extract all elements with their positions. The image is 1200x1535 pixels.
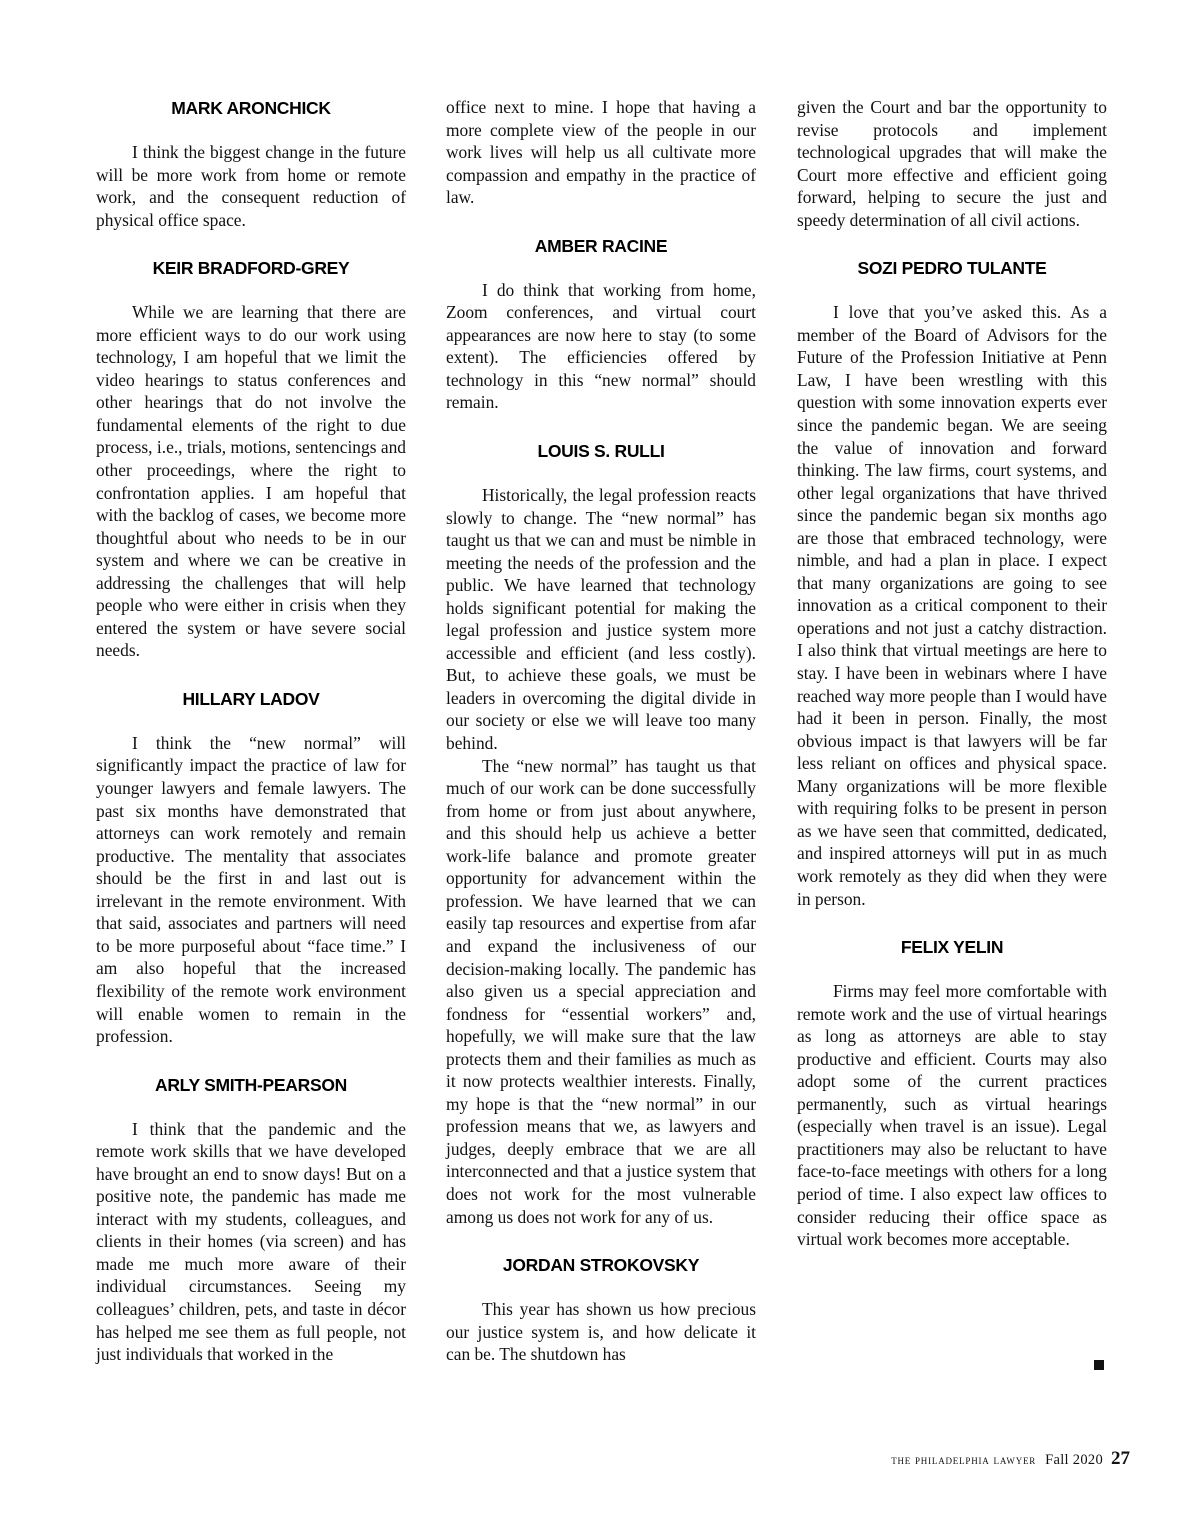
contributor-name: HILLARY LADOV bbox=[182, 688, 320, 709]
continued-answer: office next to mine. I hope that having a more complete view of the people in our work lives will help us all cultivate more compassion and empathy in the practice of law. bbox=[446, 97, 756, 208]
contributor-answer: The “new normal” has taught us that much of our work can be done successfully from home or from just about anywhere, and this should help us achieve a better work-life balance and promote greater opportunity for advancement within the profession. We have learned that we can easily tap resources and expertise from afar and expand the inclusiveness of our decision-making locally. The pandemic has also given us a special appreciation and fondness for “essential workers” and, hopefully, we will make sure that the law protects them and their families as much as it now protects wealthier interests. Finally, my hope is that the “new normal” in our profession means that we, as lawyers and judges, deeply embrace that we are all interconnected and that a justice system that does not work for the most vulnerable among us does not work for any of us. bbox=[446, 755, 756, 1227]
contributor-name: MARK ARONCHICK bbox=[171, 98, 331, 118]
contributor-name: KEIR BRADFORD-GREY bbox=[152, 258, 350, 279]
contributor-name: JORDAN STROKOVSKY bbox=[502, 1255, 700, 1276]
contributor-answer: Historically, the legal profession reacts slowly to change. The “new normal” has taught us that we can and must be nimble in meeting the needs of the profession and the public. We have learned that technology holds significant potential for making the legal profession and justice system more accessible and efficient (and less costly). But, to achieve these goals, we must be leaders in overcoming the digital divide in our society or else we will leave too many behind. bbox=[446, 485, 756, 754]
contributor-answer: This year has shown us how precious our justice system is, and how delicate it can be. The shutdown has bbox=[446, 1299, 756, 1365]
article-column-3 bbox=[797, 96, 1107, 1251]
contributor-name: AMBER RACINE bbox=[534, 235, 668, 256]
issue-date: Fall 2020 bbox=[1045, 1452, 1103, 1468]
contributor-answer: I think the biggest change in the future will be more work from home or remote work, and the consequent reduction of physical office space. bbox=[96, 142, 406, 230]
page-number: 27 bbox=[1111, 1448, 1130, 1469]
contributor-answer: I think the “new normal” will significantly impact the practice of law for younger lawyers and female lawyers. The past six months have demonstrated that attorneys can work remotely and remain productive. The mentality that associates should be the first in and last out is irrelevant in the remote environment. With that said, associates and partners will need to be more purposeful about “face time.” I am also hopeful that the increased flexibility of the remote work environment will enable women to remain in the profession. bbox=[96, 732, 406, 1047]
contributor-answer: Firms may feel more comfortable with remote work and the use of virtual hearings as long as attorneys are able to stay productive and efficient. Courts may also adopt some of the current practices permanently, such as virtual hearings (especially when travel is an issue). Legal practitioners may also be reluctant to have face-to-face meetings with others for a long period of time. I also expect law offices to consider reducing their office space as virtual work becomes more acceptable. bbox=[797, 981, 1107, 1250]
article-column-1 bbox=[96, 96, 406, 1366]
contributor-name: SOZI PEDRO TULANTE bbox=[857, 258, 1047, 279]
contributor-answer: I think that the pandemic and the remote work skills that we have developed have brought an end to snow days! But on a positive note, the pandemic has made me interact with my students, colleagues, and clients in their homes (via screen) and has made me much more aware of their individual circumstances. Seeing my colleagues’ children, pets, and taste in décor has helped me see them as full people, not just individuals that worked in the bbox=[96, 1118, 406, 1365]
continued-answer: given the Court and bar the opportunity to revise protocols and implement technological upgrades that will make the Court more effective and efficient going forward, helping to secure the just and speedy determination of all civil actions. bbox=[797, 97, 1107, 230]
contributor-name: ARLY SMITH-PEARSON bbox=[155, 1074, 347, 1095]
contributor-answer: I do think that working from home, Zoom conferences, and virtual court appearances are now here to stay (to some extent). The efficiencies offered by technology in this “new normal” should remain. bbox=[446, 279, 756, 413]
page-footer bbox=[891, 1448, 1130, 1470]
contributor-answer: I love that you’ve asked this. As a member of the Board of Advisors for the Future of the Profession Initiative at Penn Law, I have been wrestling with this question with some innovation experts ever since the pandemic began. We are seeing the value of innovation and forward thinking. The law firms, court systems, and other legal organizations that have thrived since the pandemic began six months ago are those that embraced technology, were nimble, and had a plan in place. I expect that many organizations are going to see innovation as a critical component to their operations and not just a catchy distraction. I also think that virtual meetings are here to stay. I have been in webinars where I have reached way more people than I would have had it been in person. Finally, the most obvious impact is that lawyers will be far less reliant on offices and physical space. Many organizations will be more flexible with requiring folks to be present in person as we have seen that committed, dedicated, and inspired attorneys will put in as much work remotely as they did when they were in person. bbox=[797, 302, 1107, 909]
end-of-article-mark bbox=[1094, 1360, 1104, 1370]
article-column-2 bbox=[446, 96, 756, 1366]
publication-name: the philadelphia lawyer bbox=[891, 1453, 1037, 1467]
contributor-name: FELIX YELIN bbox=[900, 937, 1004, 958]
contributor-name: LOUIS S. RULLI bbox=[537, 441, 665, 462]
contributor-answer: While we are learning that there are more efficient ways to do our work using technology, I am hopeful that we limit the video hearings to status conferences and other hearings that do not involve the fundamental elements of the right to due process, i.e., trials, motions, sentencings and other proceedings, where the right to confrontation applies. I am hopeful that with the backlog of cases, we become more thoughtful about who needs to be in our system and where we can be creative in addressing the challenges that will help people who were either in crisis when they entered the system or have severe social needs. bbox=[96, 302, 406, 661]
